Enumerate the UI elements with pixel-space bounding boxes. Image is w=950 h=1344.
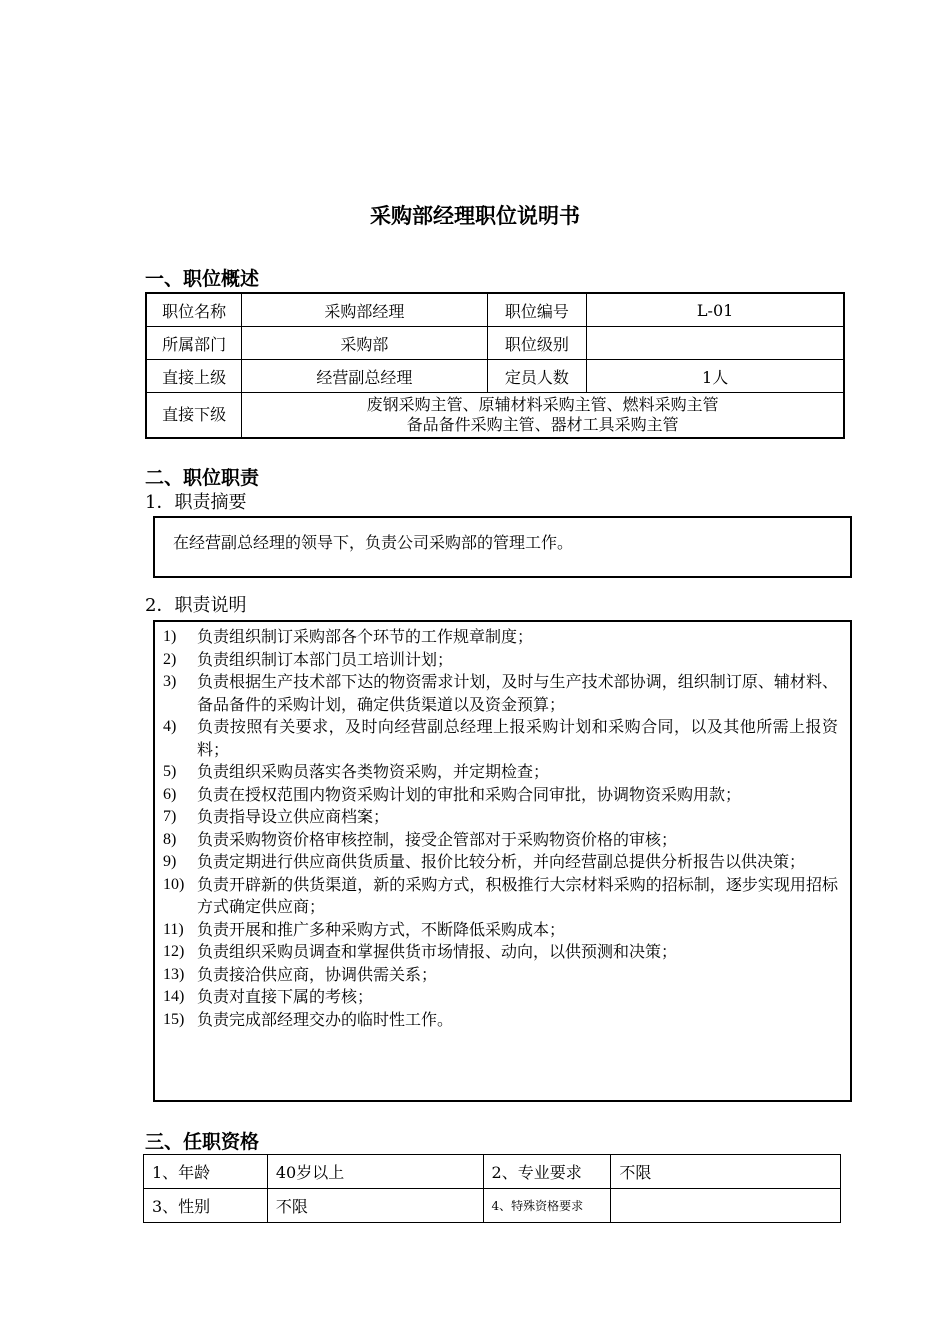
duty-text: 负责组织采购员调查和掌握供货市场情报、动向，以供预测和决策； [197, 942, 678, 961]
value-position-name: 采购部经理 [242, 293, 487, 327]
table-row [146, 393, 844, 439]
duty-number: 14) [163, 988, 185, 1005]
duty-text: 负责按照有关要求，及时向经营副总经理上报采购计划和采购合同，以及其他所需上报资料； [197, 717, 838, 759]
summary-heading: 1．职责摘要 [145, 492, 247, 513]
list-item [163, 874, 838, 919]
duty-text: 负责采购物资价格审核控制，接受企管部对于采购物资价格的审核； [197, 829, 678, 849]
table-row [146, 360, 844, 393]
list-item [163, 941, 838, 964]
list-item [163, 761, 838, 784]
section1-heading: 一、职位概述 [145, 268, 260, 290]
table-row [144, 1155, 841, 1189]
list-item [163, 626, 838, 649]
duty-number: 1) [163, 628, 177, 645]
duty-number: 15) [163, 1010, 185, 1028]
duty-list [153, 620, 852, 1102]
duty-text: 负责根据生产技术部下达的物资需求计划，及时与生产技术部协调，组织制订原、辅材料、备品备件的采购计划，确定供货渠道以及资金预算； [197, 672, 838, 714]
value-position-code: L-01 [587, 293, 844, 327]
list-item [163, 1009, 838, 1032]
duty-text: 负责对直接下属的考核； [197, 987, 374, 1006]
subordinates-line-1: 废钢采购主管、原辅材料采购主管、燃料采购主管 [366, 395, 719, 414]
value-direct-subordinates [242, 393, 844, 439]
duty-number: 12) [163, 943, 185, 960]
duty-summary-box [153, 516, 852, 578]
list-item [163, 784, 838, 807]
list-item [163, 671, 838, 716]
list-item [163, 829, 838, 852]
label-department: 所属部门 [146, 327, 242, 360]
value-position-level [587, 327, 844, 360]
label-age: 1、年龄 [144, 1155, 268, 1189]
label-position-name: 职位名称 [146, 293, 242, 327]
duty-text: 负责组织制订本部门员工培训计划； [197, 649, 454, 669]
list-item [163, 851, 838, 874]
duty-number: 2) [163, 650, 177, 668]
value-major: 不限 [611, 1155, 841, 1189]
list-item [163, 986, 838, 1009]
table-row [144, 1189, 841, 1223]
label-position-level: 职位级别 [487, 327, 587, 360]
duty-text: 负责定期进行供应商供货质量、报价比较分析，并向经营副总提供分析报告以供决策； [197, 852, 806, 871]
list-item [163, 919, 838, 942]
value-special-qualification [611, 1189, 841, 1223]
duty-text: 负责开辟新的供货渠道，新的采购方式，积极推行大宗材料采购的招标制，逐步实现用招标方式确定供应商； [197, 874, 838, 916]
value-department: 采购部 [242, 327, 487, 360]
duty-number: 4) [163, 718, 177, 735]
value-age: 40岁以上 [267, 1155, 483, 1189]
label-gender: 3、性别 [144, 1189, 268, 1223]
duty-number: 9) [163, 853, 177, 870]
table-row [146, 293, 844, 327]
section2-heading: 二、职位职责 [145, 467, 260, 489]
label-direct-subordinates: 直接下级 [146, 393, 242, 439]
list-item [163, 806, 838, 829]
duty-number: 8) [163, 830, 177, 848]
section3-heading: 三、任职资格 [145, 1131, 260, 1153]
duty-number: 10) [163, 875, 185, 893]
label-major: 2、专业要求 [483, 1155, 611, 1189]
duty-text: 负责组织采购员落实各类物资采购，并定期检查； [197, 762, 550, 781]
value-headcount: 1人 [587, 360, 844, 393]
duty-text: 负责开展和推广多种采购方式，不断降低采购成本； [197, 919, 566, 939]
list-item [163, 716, 838, 761]
label-headcount: 定员人数 [487, 360, 587, 393]
detail-heading: 2．职责说明 [145, 595, 247, 616]
label-position-code: 职位编号 [487, 293, 587, 327]
duty-summary-text: 在经营副总经理的领导下，负责公司采购部的管理工作。 [173, 533, 574, 552]
duty-number: 3) [163, 673, 177, 690]
label-special-qualification: 4、特殊资格要求 [483, 1189, 611, 1223]
duty-text: 负责指导设立供应商档案； [197, 807, 390, 826]
duty-number: 7) [163, 808, 177, 825]
qualifications-table [143, 1154, 841, 1223]
subordinates-line-2: 备品备件采购主管、器材工具采购主管 [406, 415, 679, 434]
duty-number: 6) [163, 785, 177, 803]
value-direct-superior: 经营副总经理 [242, 360, 487, 393]
table-row [146, 327, 844, 360]
duty-text: 负责组织制订采购部各个环节的工作规章制度； [197, 627, 534, 646]
duty-number: 5) [163, 763, 177, 780]
duty-number: 11) [163, 920, 184, 938]
label-direct-superior: 直接上级 [146, 360, 242, 393]
duty-text: 负责接洽供应商，协调供需关系； [197, 964, 438, 984]
value-gender: 不限 [267, 1189, 483, 1223]
position-overview-table [145, 292, 845, 439]
duty-text: 负责在授权范围内物资采购计划的审批和采购合同审批，协调物资采购用款； [197, 784, 742, 804]
list-item [163, 964, 838, 987]
duty-text: 负责完成部经理交办的临时性工作。 [197, 1009, 454, 1029]
duty-number: 13) [163, 965, 185, 983]
list-item [163, 649, 838, 672]
document-title: 采购部经理职位说明书 [370, 204, 580, 228]
